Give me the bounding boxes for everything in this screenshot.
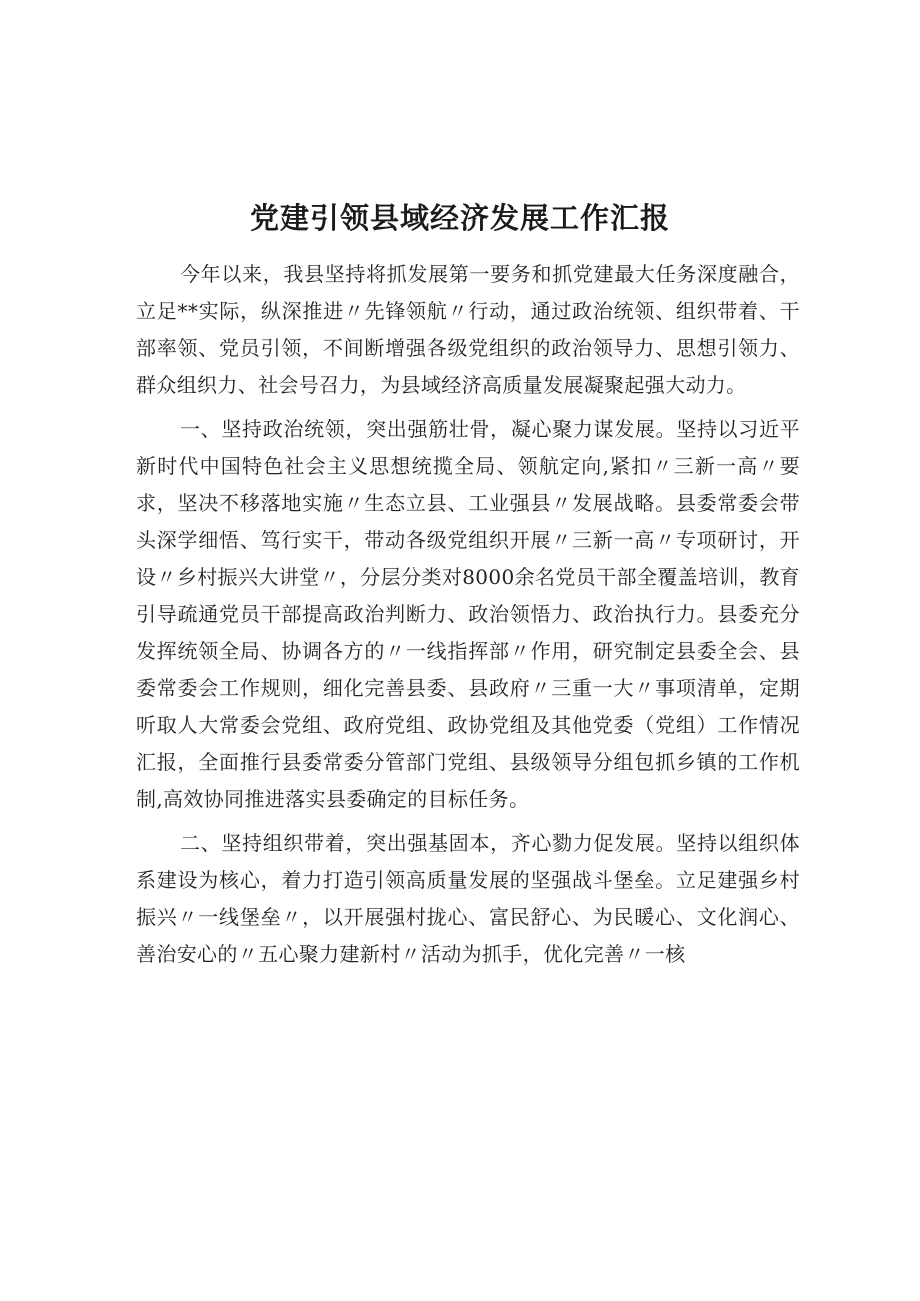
paragraph-intro: 今年以来，我县坚持将抓发展第一要务和抓党建最大任务深度融合，立足**实际，纵深推进〃先锋领航〃行动，通过政治统领、组织带着、干部率领、党员引领，不间断增强各级党组织的政治领导力、思想引领力、群众组织力、社会号召力，为县域经济高质量发展凝聚起强大动力。 — [136, 262, 800, 397]
paragraph-section-two: 二、坚持组织带着，突出强基固本，齐心勠力促发展。坚持以组织体系建设为核心，着力打造引领高质量发展的坚强战斗堡垒。立足建强乡村振兴〃一线堡垒〃，以开展强村拢心、富民舒心、为民暖心、文化润心、善治安心的〃五心聚力建新村〃活动为抓手，优化完善〃一核 — [136, 831, 800, 966]
document-body — [136, 256, 800, 980]
document-title: 党建引领县域经济发展工作汇报 — [249, 201, 670, 235]
paragraph-section-one: 一、坚持政治统领，突出强筋壮骨，凝心聚力谋发展。坚持以习近平新时代中国特色社会主义思想统揽全局、领航定向,紧扣〃三新一高〃要求，坚决不移落地实施〃生态立县、工业强县〃发展战略。县委常委会带头深学细悟、笃行实干，带动各级党组织开展〃三新一高〃专项研讨，开设〃乡村振兴大讲堂〃，分层分类对8000余名党员干部全覆盖培训，教育引导疏通党员干部提高政治判断力、政治领悟力、政治执行力。县委充分发挥统领全局、协调各方的〃一线指挥部〃作用，研究制定县委全会、县委常委会工作规则，细化完善县委、县政府〃三重一大〃事项清单，定期听取人大常委会党组、政府党组、政协党组及其他党委（党组）工作情况汇报，全面推行县委常委分管部门党组、县级领导分组包抓乡镇的工作机制,高效协同推进落实县委确定的目标任务。 — [136, 417, 800, 811]
